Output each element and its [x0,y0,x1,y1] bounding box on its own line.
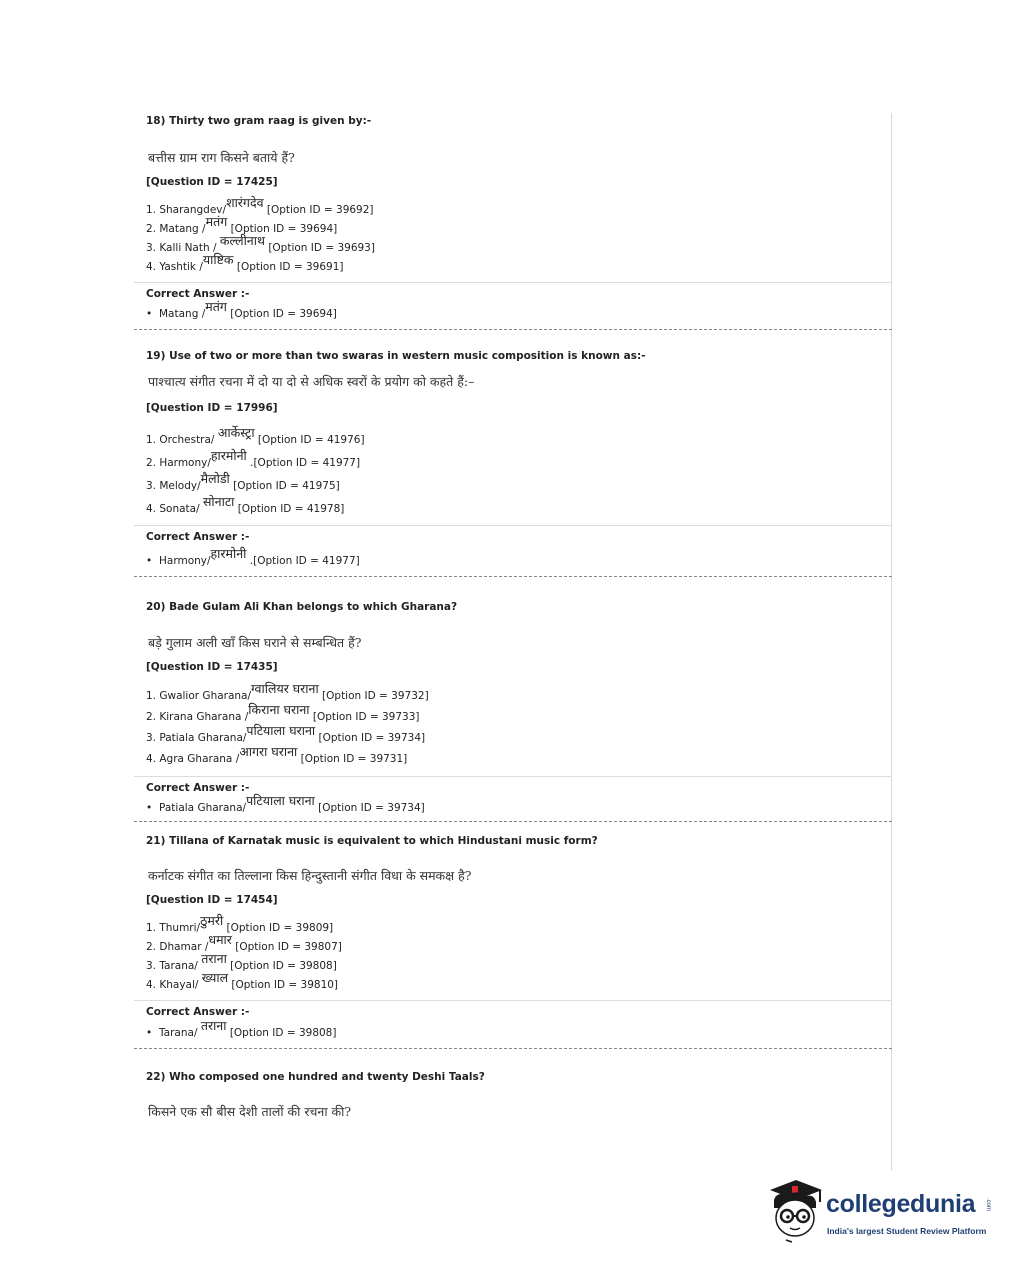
question-id: [Question ID = 17454] [146,894,278,906]
option-3: 3. Kalli Nath / कल्लीनाथ [Option ID = 39693] [146,233,375,254]
correct-answer-label: Correct Answer :- [146,782,250,794]
question-title: 20) Bade Gulam Ali Khan belongs to which Gharana? [146,601,458,613]
option-2: 2. Kirana Gharana /किराना घराना [Option ID = 39733] [146,702,420,723]
option-4: 4. Sonata/ सोनाटा [Option ID = 41978] [146,494,345,515]
correct-answer: • Tarana/ तराना [Option ID = 39808] [146,1018,337,1039]
option-4: 4. Khayal/ ख्याल [Option ID = 39810] [146,970,339,991]
question-hindi: कर्नाटक संगीत का तिल्लाना किस हिन्दुस्तानी संगीत विधा के समकक्ष है? [148,868,472,883]
option-1: 1. Gwalior Gharana/ग्वालियर घराना [Option ID = 39732] [146,681,429,702]
correct-answer: • Matang /मतंग [Option ID = 39694] [146,299,337,320]
question-18 [134,113,892,330]
question-hindi: बड़े गुलाम अली खाँ किस घराने से सम्बन्धित हैं? [148,635,362,650]
option-3: 3. Melody/मैलोडी [Option ID = 41975] [146,471,340,492]
question-id: [Question ID = 17435] [146,661,278,673]
collegedunia-logo [766,1176,996,1246]
question-hindi: किसने एक सौ बीस देशी तालों की रचना की? [148,1104,352,1119]
question-20 [134,577,892,822]
question-id: [Question ID = 17996] [146,402,278,414]
question-hindi: बत्तीस ग्राम राग किसने बताये हैं? [148,150,295,165]
option-4: 4. Agra Gharana /आगरा घराना [Option ID = 39731] [146,744,408,765]
option-2: 2. Harmony/हारमोनी .[Option ID = 41977] [146,448,361,469]
correct-answer-label: Correct Answer :- [146,531,250,543]
correct-answer-label: Correct Answer :- [146,1006,250,1018]
correct-answer: • Patiala Gharana/पटियाला घराना [Option ID = 39734] [146,793,425,814]
brand-domain: .com [985,1198,991,1212]
question-sheet [134,113,892,1171]
question-title: 21) Tillana of Karnatak music is equivalent to which Hindustani music form? [146,835,598,847]
question-title: 18) Thirty two gram raag is given by:- [146,115,372,127]
option-1: 1. Sharangdev/शारंगदेव [Option ID = 39692] [146,195,374,216]
correct-answer-label: Correct Answer :- [146,288,250,300]
question-title: 19) Use of two or more than two swaras in western music composition is known as:- [146,350,646,362]
option-2: 2. Dhamar /धमार [Option ID = 39807] [146,932,342,953]
question-21 [134,822,892,1049]
question-id: [Question ID = 17425] [146,176,278,188]
option-3: 3. Tarana/ तराना [Option ID = 39808] [146,951,337,972]
option-1: 1. Orchestra/ आर्केस्ट्रा [Option ID = 41976] [146,425,365,446]
option-1: 1. Thumri/ठुमरी [Option ID = 39809] [146,913,334,934]
graduate-mascot-icon [766,1176,826,1246]
option-4: 4. Yashtik /याष्टिक [Option ID = 39691] [146,252,344,273]
question-19 [134,330,892,577]
question-hindi: पाश्चात्य संगीत रचना में दो या दो से अधिक स्वरों के प्रयोग को कहते हैं:– [148,374,475,389]
question-title: 22) Who composed one hundred and twenty Deshi Taals? [146,1071,485,1083]
brand-tagline: India's largest Student Review Platform [827,1226,987,1236]
correct-answer: • Harmony/हारमोनी .[Option ID = 41977] [146,546,360,567]
option-3: 3. Patiala Gharana/पटियाला घराना [Option ID = 39734] [146,723,426,744]
brand-name: collegedunia [826,1190,976,1218]
option-2: 2. Matang /मतंग [Option ID = 39694] [146,214,338,235]
question-22 [134,1049,892,1120]
